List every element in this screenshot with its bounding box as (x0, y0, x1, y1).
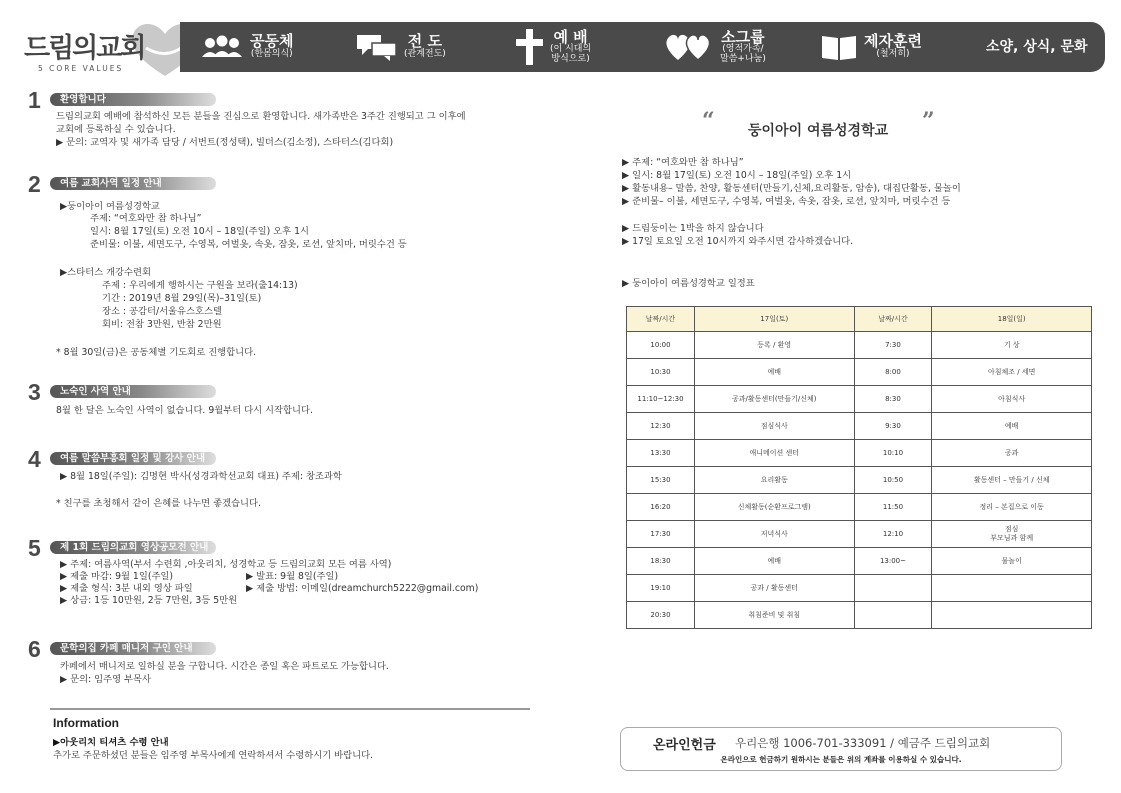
nav-culture[interactable] (986, 22, 1088, 72)
information-subtitle: ▶아웃리치 티셔츠 수령 안내 (53, 737, 169, 748)
section-title: 여름 말씀부흥회 일정 및 강사 안내 (60, 453, 206, 464)
table-cell: 18:30 (627, 548, 695, 575)
table-cell: 활동센터 – 만들기 / 신체 (932, 467, 1092, 494)
table-cell (932, 602, 1092, 629)
section-title-bar (50, 385, 216, 398)
table-header-cell: 18일(일) (932, 307, 1092, 332)
section-number: 4 (28, 446, 41, 472)
table-cell: 예배 (694, 548, 854, 575)
logo-subtitle: 5 CORE VALUES (38, 64, 124, 73)
table-cell: 13:30 (627, 440, 695, 467)
table-row (627, 521, 1092, 548)
table-header-row (627, 307, 1092, 332)
nav-label: 공동체 (250, 32, 294, 51)
nav-label: 제자훈련 (864, 32, 922, 51)
contest-announcement: ▶ 발표: 9월 8일(주일) (246, 571, 339, 582)
table-cell: 정리 – 본집으로 이동 (932, 494, 1092, 521)
section-note: * 8월 30일(금)은 공동체별 기도회로 진행합니다. (56, 347, 257, 358)
vbs-line: 일시: 8월 17일(토) 오전 10시 – 18일(주일) 오후 1시 (90, 226, 309, 237)
table-cell: 점심 부모님과 함께 (932, 521, 1092, 548)
table-cell: 공과 (932, 440, 1092, 467)
open-quote-icon: “ (702, 108, 715, 134)
table-row (627, 575, 1092, 602)
table-cell: 15:30 (627, 467, 695, 494)
nav-sublabel-2: 말씀+나눔) (720, 53, 766, 64)
nav-sublabel: (영적가족/ (722, 44, 764, 55)
table-row (627, 467, 1092, 494)
nav-small-group[interactable] (664, 22, 766, 72)
table-cell: 공과 / 활동센터 (694, 575, 854, 602)
section-line: 8월 한 달은 노숙인 사역이 없습니다. 9월부터 다시 시작합니다. (56, 405, 313, 416)
nav-label: 예 배 (553, 27, 588, 46)
table-cell: 물놀이 (932, 548, 1092, 575)
retreat-line: 기간 : 2019년 8월 29일(목)–31일(토) (102, 293, 262, 304)
divider (50, 708, 530, 710)
nav-worship[interactable] (514, 22, 591, 72)
table-cell: 17:30 (627, 521, 695, 548)
giving-label: 온라인헌금 (653, 738, 716, 753)
cross-icon (514, 27, 544, 67)
nav-evangelism[interactable] (356, 22, 446, 72)
section-title: 문학의집 카페 매니저 구인 안내 (60, 643, 193, 654)
section-number: 6 (28, 636, 41, 662)
section-title: 환영합니다 (60, 94, 106, 105)
table-cell: 취침준비 및 취침 (694, 602, 854, 629)
table-cell (932, 575, 1092, 602)
table-cell: 공과/활동센터(만들기/신체) (694, 386, 854, 413)
contest-prizes: ▶ 상금: 1등 10만원, 2등 7만원, 3등 5만원 (60, 595, 238, 606)
table-row (627, 359, 1092, 386)
table-cell: 신체활동(순환프로그램) (694, 494, 854, 521)
section-number: 5 (28, 535, 41, 561)
section-title: 여름 교회사역 일정 안내 (60, 178, 162, 189)
table-cell (854, 575, 932, 602)
schedule-table (626, 306, 1092, 629)
table-row (627, 413, 1092, 440)
contest-submission[interactable]: ▶ 제출 방법: 이메일(dreamchurch5222@gmail.com) (246, 583, 479, 594)
vbs-info-line: ▶ 활동내용– 말씀, 찬양, 활동센터(만들기,신체,요리활동, 암송), 대집단활동, 물놀이 (622, 183, 961, 194)
core-values-bar (180, 22, 1105, 72)
section-title-bar (50, 452, 216, 465)
table-cell: 13:00~ (854, 548, 932, 575)
nav-sublabel: (관계전도) (404, 49, 446, 60)
vbs-info-line: ▶ 일시: 8월 17일(토) 오전 10시 – 18일(주일) 오후 1시 (622, 170, 852, 181)
information-text: 추가로 주문하셨던 분들은 임주영 부목사에게 연락하셔서 수령하시기 바랍니다. (53, 750, 374, 761)
table-cell: 저녁식사 (694, 521, 854, 548)
section-line: 드림의교회 예배에 참석하신 모든 분들을 진심으로 환영합니다. 새가족반은 3주간 진행되고 그 이후에 (56, 111, 466, 122)
nav-label: 소그룹 (721, 27, 765, 46)
table-cell: 8:30 (854, 386, 932, 413)
table-header-cell: 날짜/시간 (854, 307, 932, 332)
section-note: * 친구를 초청해서 같이 은혜를 나누면 좋겠습니다. (56, 498, 261, 509)
table-cell: 기 상 (932, 332, 1092, 359)
logo-text: 드림의교회 (24, 33, 145, 64)
nav-sublabel: (이 시대의 (550, 44, 592, 55)
information-title: Information (53, 716, 119, 730)
table-row (627, 548, 1092, 575)
header (0, 0, 1121, 80)
vbs-info-line: ▶ 준비물– 이불, 세면도구, 수영복, 여벌옷, 속옷, 잠옷, 로션, 앞치마, 머릿수건 등 (622, 196, 951, 207)
table-cell: 9:30 (854, 413, 932, 440)
schedule-title: ▶ 둥이아이 여름성경학교 일정표 (622, 278, 755, 289)
section-title-bar (50, 541, 216, 554)
hearts-icon (664, 32, 714, 62)
table-cell: 점심식사 (694, 413, 854, 440)
vbs-note-line: ▶ 드림둥이는 1박을 하지 않습니다 (622, 223, 764, 234)
giving-account: 우리은행 1006-701-333091 / 예금주 드림의교회 (735, 736, 991, 750)
section-title-bar (50, 642, 216, 655)
table-row (627, 602, 1092, 629)
nav-discipleship[interactable] (820, 22, 922, 72)
section-number: 1 (28, 87, 41, 113)
table-row (627, 386, 1092, 413)
vbs-note-line: ▶ 17일 토요일 오전 10시까지 와주시면 감사하겠습니다. (622, 236, 854, 247)
table-cell: 12:30 (627, 413, 695, 440)
section-title: 제 1회 드림의교회 영상공모전 안내 (60, 542, 209, 553)
table-row (627, 332, 1092, 359)
book-icon (820, 33, 858, 61)
nav-sublabel-2: 방식으로) (551, 53, 590, 64)
table-cell: 요리활동 (694, 467, 854, 494)
table-cell: 10:10 (854, 440, 932, 467)
nav-sublabel: (철저히) (876, 49, 910, 60)
contest-format: ▶ 제출 형식: 3분 내외 영상 파일 (60, 583, 193, 594)
table-header-cell: 17일(토) (694, 307, 854, 332)
section-title-bar (50, 93, 216, 106)
table-cell (854, 602, 932, 629)
table-cell: 16:20 (627, 494, 695, 521)
vbs-heading (702, 108, 950, 144)
vbs-title: 둥이아이 여름성경학교 (748, 123, 889, 139)
table-cell: 아침체조 / 세면 (932, 359, 1092, 386)
retreat-title: ▶스타터스 개강수련회 (60, 267, 151, 278)
retreat-line: 주제 : 우리에게 행하시는 구원을 보라(출14:13) (102, 280, 298, 291)
section-title: 노숙인 사역 안내 (60, 386, 131, 397)
contest-deadline: ▶ 제출 마감: 9월 1일(주일) (60, 571, 174, 582)
table-cell: 아침식사 (932, 386, 1092, 413)
table-row (627, 494, 1092, 521)
table-cell: 예배 (932, 413, 1092, 440)
nav-sublabel: (한몸의식) (250, 49, 293, 60)
table-cell: 10:00 (627, 332, 695, 359)
table-cell: 등록 / 환영 (694, 332, 854, 359)
vbs-line: 주제: “여호와만 참 하나님” (90, 213, 202, 224)
section-line: 교회에 등록하실 수 있습니다. (56, 124, 176, 135)
table-cell: 11:10~12:30 (627, 386, 695, 413)
close-quote-icon: ” (922, 108, 935, 134)
vbs-line: 준비물: 이불, 세면도구, 수영복, 여벌옷, 속옷, 잠옷, 로션, 앞치마, 머릿수건 등 (90, 239, 407, 250)
section-line: ▶ 문의: 임주영 부목사 (60, 674, 151, 685)
table-header-cell: 날짜/시간 (627, 307, 695, 332)
nav-label: 소양, 상식, 문화 (986, 38, 1088, 55)
table-cell: 20:30 (627, 602, 695, 629)
retreat-line: 회비: 전참 3만원, 반참 2만원 (102, 319, 222, 330)
nav-label: 전 도 (407, 32, 442, 51)
chat-icon (356, 33, 398, 61)
section-line: ▶ 문의: 교역자 및 새가족 담당 / 서번트(정성택), 빌더스(김소정), 스타터스(김다회) (56, 137, 394, 148)
online-giving-box (620, 727, 1062, 771)
table-cell: 8:00 (854, 359, 932, 386)
table-cell: 19:10 (627, 575, 695, 602)
table-cell: 11:50 (854, 494, 932, 521)
table-cell: 7:30 (854, 332, 932, 359)
table-cell: 10:50 (854, 467, 932, 494)
vbs-info-line: ▶ 주제: “여호와만 참 하나님” (622, 157, 744, 168)
retreat-line: 장소 : 공감터/서울유스호스텔 (102, 306, 222, 317)
section-line: 카페에서 매니저로 일하실 분을 구합니다. 시간은 종일 혹은 파트로도 가능합니다. (60, 661, 389, 672)
table-cell: 예배 (694, 359, 854, 386)
table-row (627, 440, 1092, 467)
section-number: 2 (28, 171, 41, 197)
table-cell: 애니메이션 센터 (694, 440, 854, 467)
nav-community[interactable] (200, 22, 293, 72)
giving-note: 온라인으로 헌금하기 원하시는 분들은 위의 계좌를 이용하실 수 있습니다. (720, 755, 962, 764)
vbs-title: ▶둥이아이 여름성경학교 (60, 201, 160, 212)
church-logo[interactable] (20, 14, 190, 76)
contest-topic: ▶ 주제: 여름사역(부서 수련회 ,아웃리치, 성경학교 등 드림의교회 모든 여름 사역) (60, 559, 392, 570)
section-line: ▶ 8월 18일(주일): 김명현 박사(성경과학선교회 대표) 주제: 창조과학 (60, 471, 342, 482)
table-cell: 12:10 (854, 521, 932, 548)
table-cell: 10:30 (627, 359, 695, 386)
section-title-bar (50, 177, 216, 190)
section-number: 3 (28, 379, 41, 405)
people-icon (200, 35, 244, 59)
